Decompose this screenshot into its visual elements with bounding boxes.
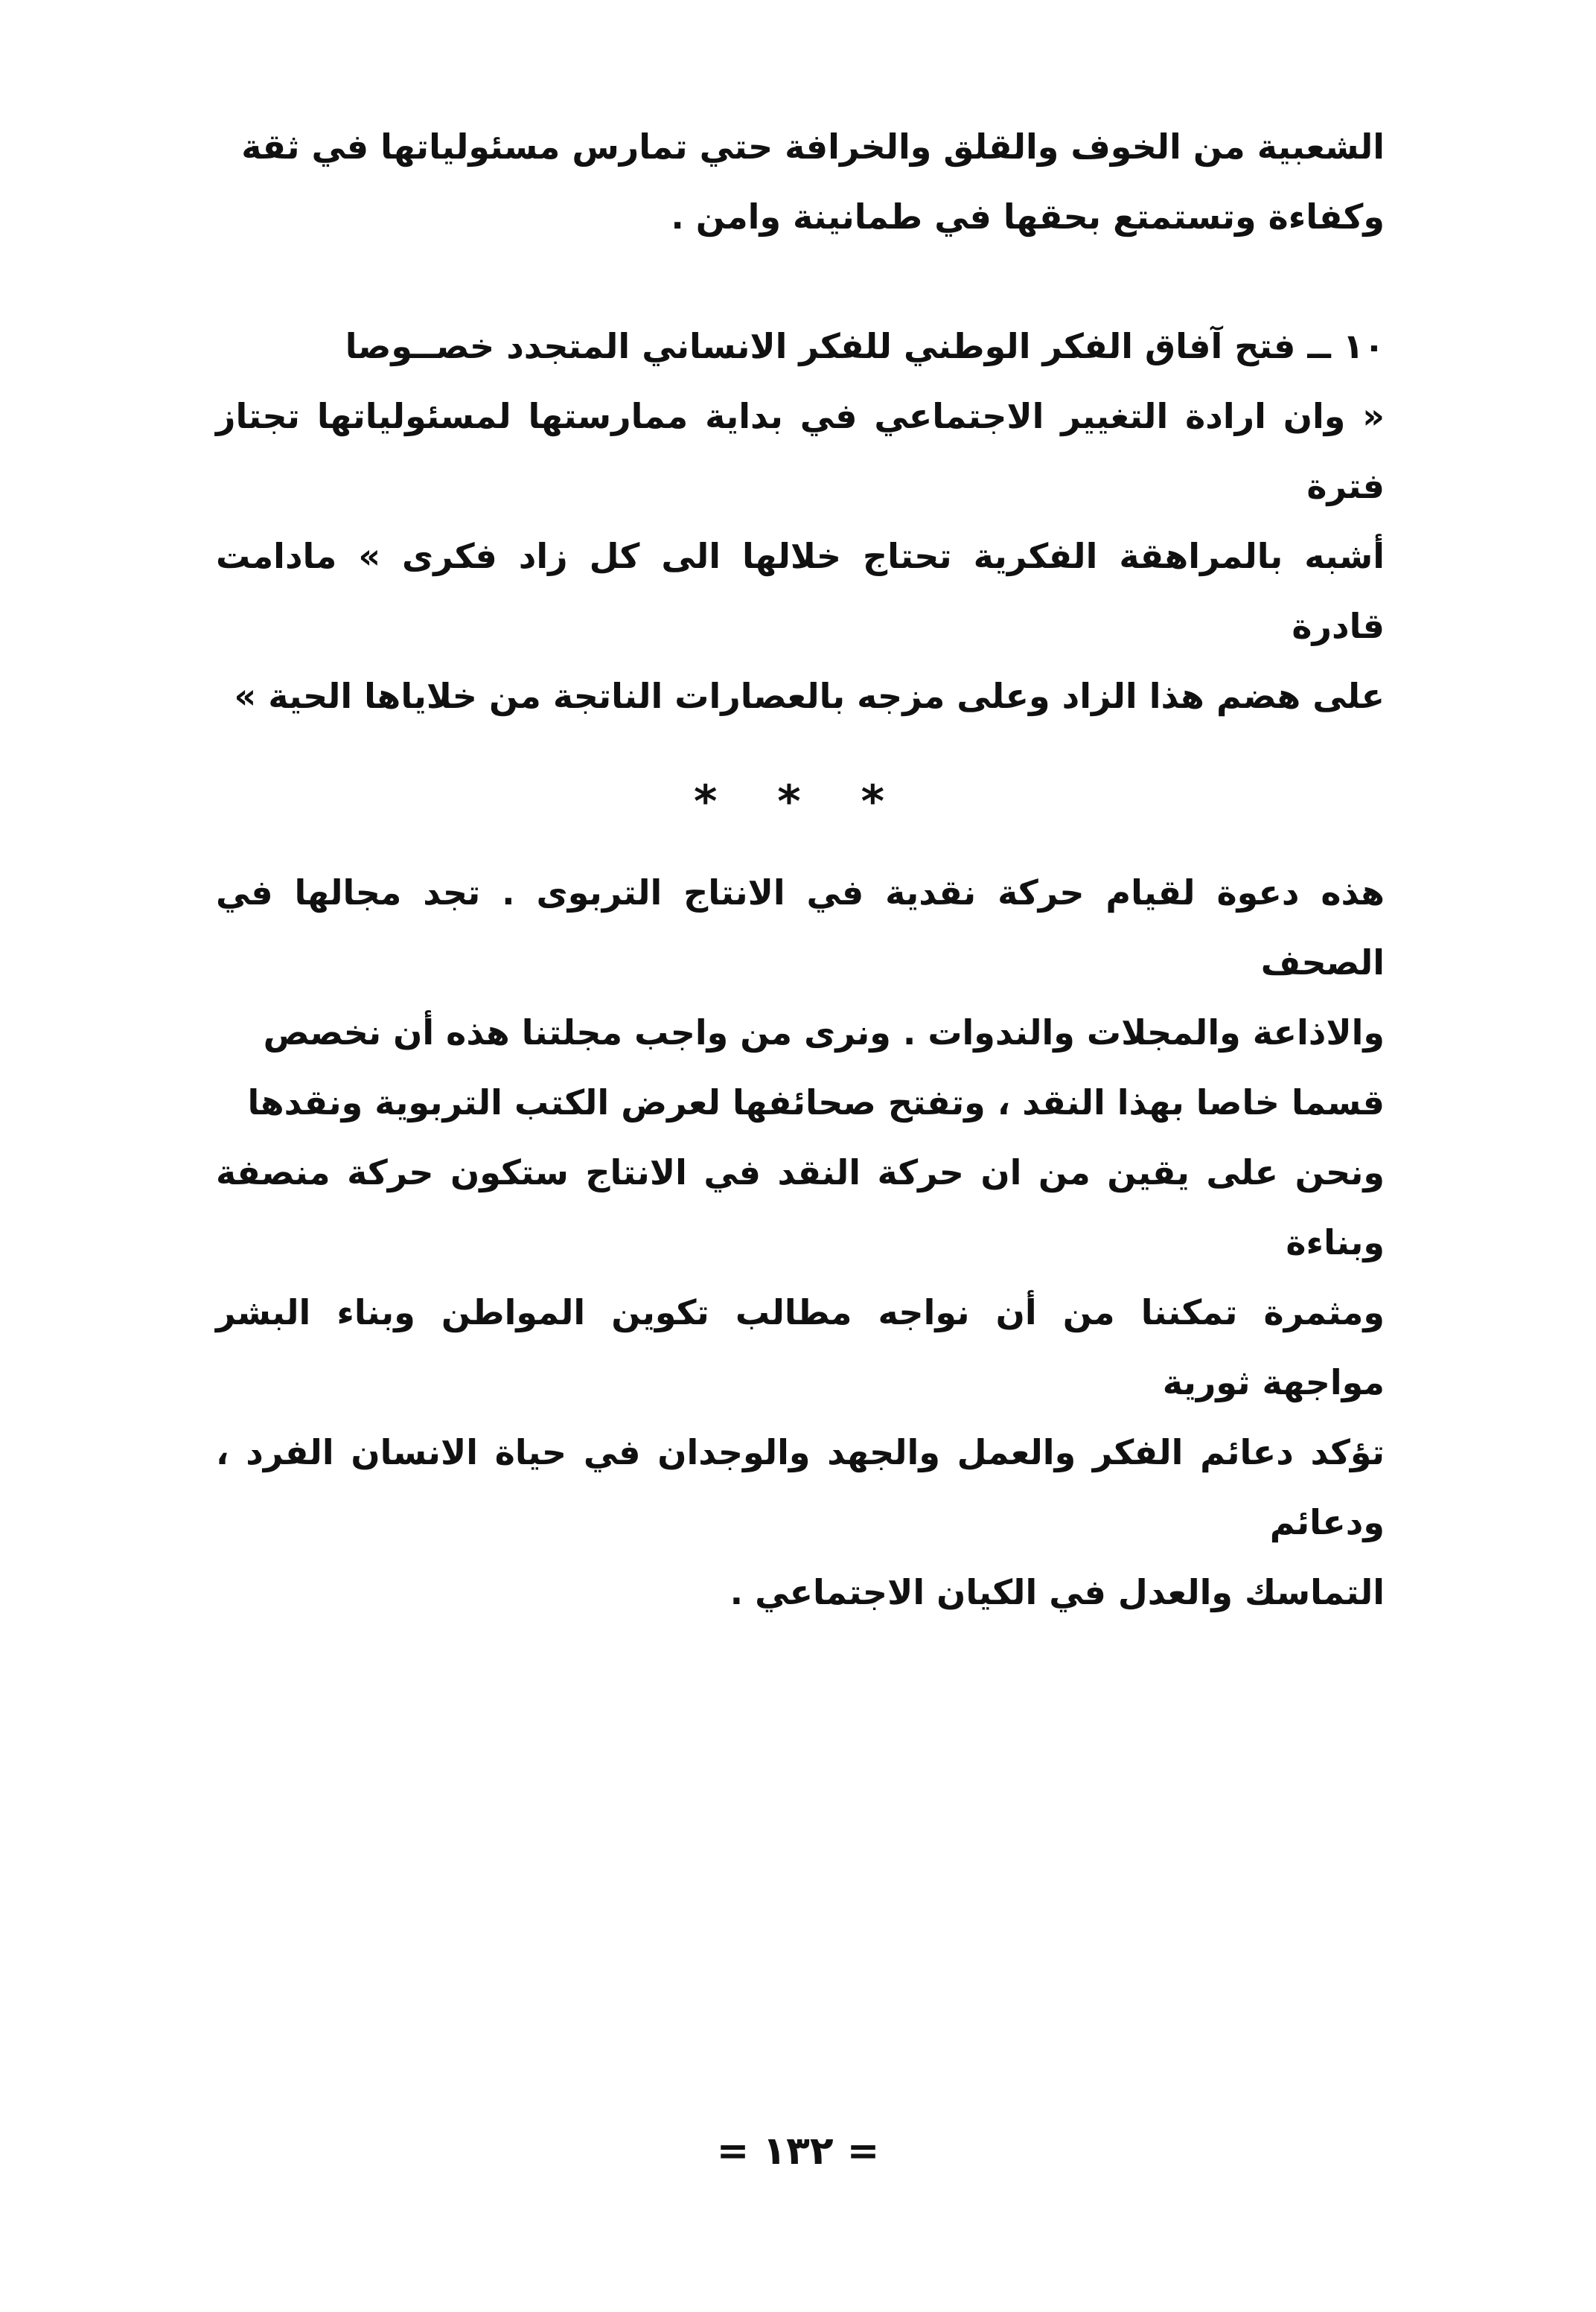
text-line: ١٠ ــ فتح آفاق الفكر الوطني للفكر الانساني المتجدد خصــوصا xyxy=(345,326,1385,366)
text-line: التماسك والعدل في الكيان الاجتماعي . xyxy=(730,1572,1385,1612)
text-line: ومثمرة تمكننا من أن نواجه مطالب تكوين المواطن وبناء البشر مواجهة ثورية xyxy=(216,1292,1385,1402)
text-line: هذه دعوة لقيام حركة نقدية في الانتاج التربوى . تجد مجالها في الصحف xyxy=(216,872,1385,983)
text-line: تؤكد دعائم الفكر والعمل والجهد والوجدان في حياة الانسان الفرد ، ودعائم xyxy=(216,1432,1385,1542)
text-line: ونحن على يقين من ان حركة النقد في الانتاج ستكون حركة منصفة وبناءة xyxy=(216,1152,1385,1262)
text-line: على هضم هذا الزاد وعلى مزجه بالعصارات الناتجة من خلاياها الحية » xyxy=(234,676,1385,716)
document-page xyxy=(216,112,1385,1627)
text-line: والاذاعة والمجلات والندوات . ونرى من واجب مجلتنا هذه أن نخصص xyxy=(263,1012,1385,1053)
conclusion-paragraph xyxy=(216,858,1385,1627)
page-number: = ١٣٢ = xyxy=(716,2129,880,2174)
text-line: قسما خاصا بهذا النقد ، وتفتح صحائفها لعرض الكتب التربوية ونقدها xyxy=(247,1082,1385,1123)
text-line: الشعبية من الخوف والقلق والخرافة حتي تمارس مسئولياتها في ثقة xyxy=(241,127,1385,167)
intro-paragraph xyxy=(216,112,1385,252)
item-10-paragraph xyxy=(216,311,1385,731)
text-line: « وان ارادة التغيير الاجتماعي في بداية ممارستها لمسئولياتها تجتاز فترة xyxy=(216,396,1385,506)
section-separator: * * * xyxy=(694,776,907,828)
text-line: أشبه بالمراهقة الفكرية تحتاج خلالها الى كل زاد فكرى » مادامت قادرة xyxy=(216,536,1385,646)
text-line: وكفاءة وتستمتع بحقها في طمانينة وامن . xyxy=(671,197,1385,237)
